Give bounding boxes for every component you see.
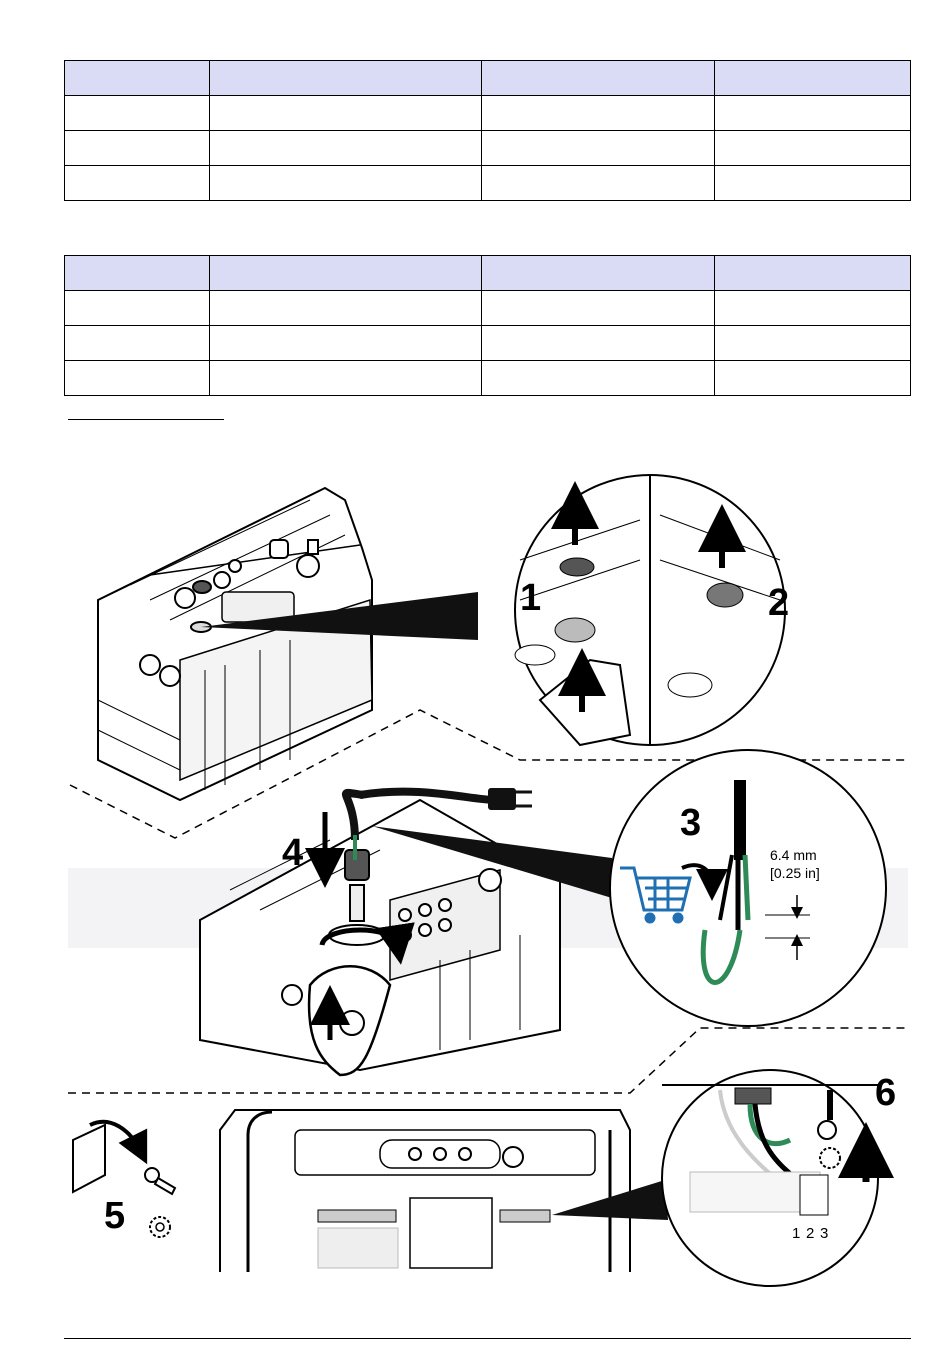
detail-circle-grommet-removal: [515, 475, 785, 745]
step-label: 1: [520, 577, 542, 619]
strip-length-inch-label: [0.25 in]: [770, 865, 820, 881]
terminal-number: 1: [792, 1225, 801, 1242]
terminal-number: 3: [820, 1225, 829, 1242]
footer-rule: [64, 1338, 911, 1339]
strip-length-label: 6.4 mm: [770, 847, 817, 863]
controller-interior-view: [220, 1110, 630, 1272]
step-label: 4: [282, 832, 304, 874]
power-cord: [360, 792, 495, 800]
step-label: 5: [104, 1195, 126, 1237]
enclosure-top-view: [98, 488, 372, 800]
power-plug: [488, 788, 516, 810]
terminal-number: 2: [806, 1225, 815, 1242]
detail-circle-terminal-connection: [662, 1070, 878, 1286]
lock-washer-icon: [150, 1217, 170, 1237]
step-label: 3: [680, 802, 702, 844]
step-label: 6: [875, 1072, 897, 1114]
detail-circle-wire-strip: [610, 750, 886, 1026]
cover-open-icon: [73, 1122, 140, 1192]
enclosure-cable-entry-view: [200, 800, 560, 1075]
step-label: 2: [768, 582, 790, 624]
ring-terminal-icon: [145, 1168, 175, 1194]
